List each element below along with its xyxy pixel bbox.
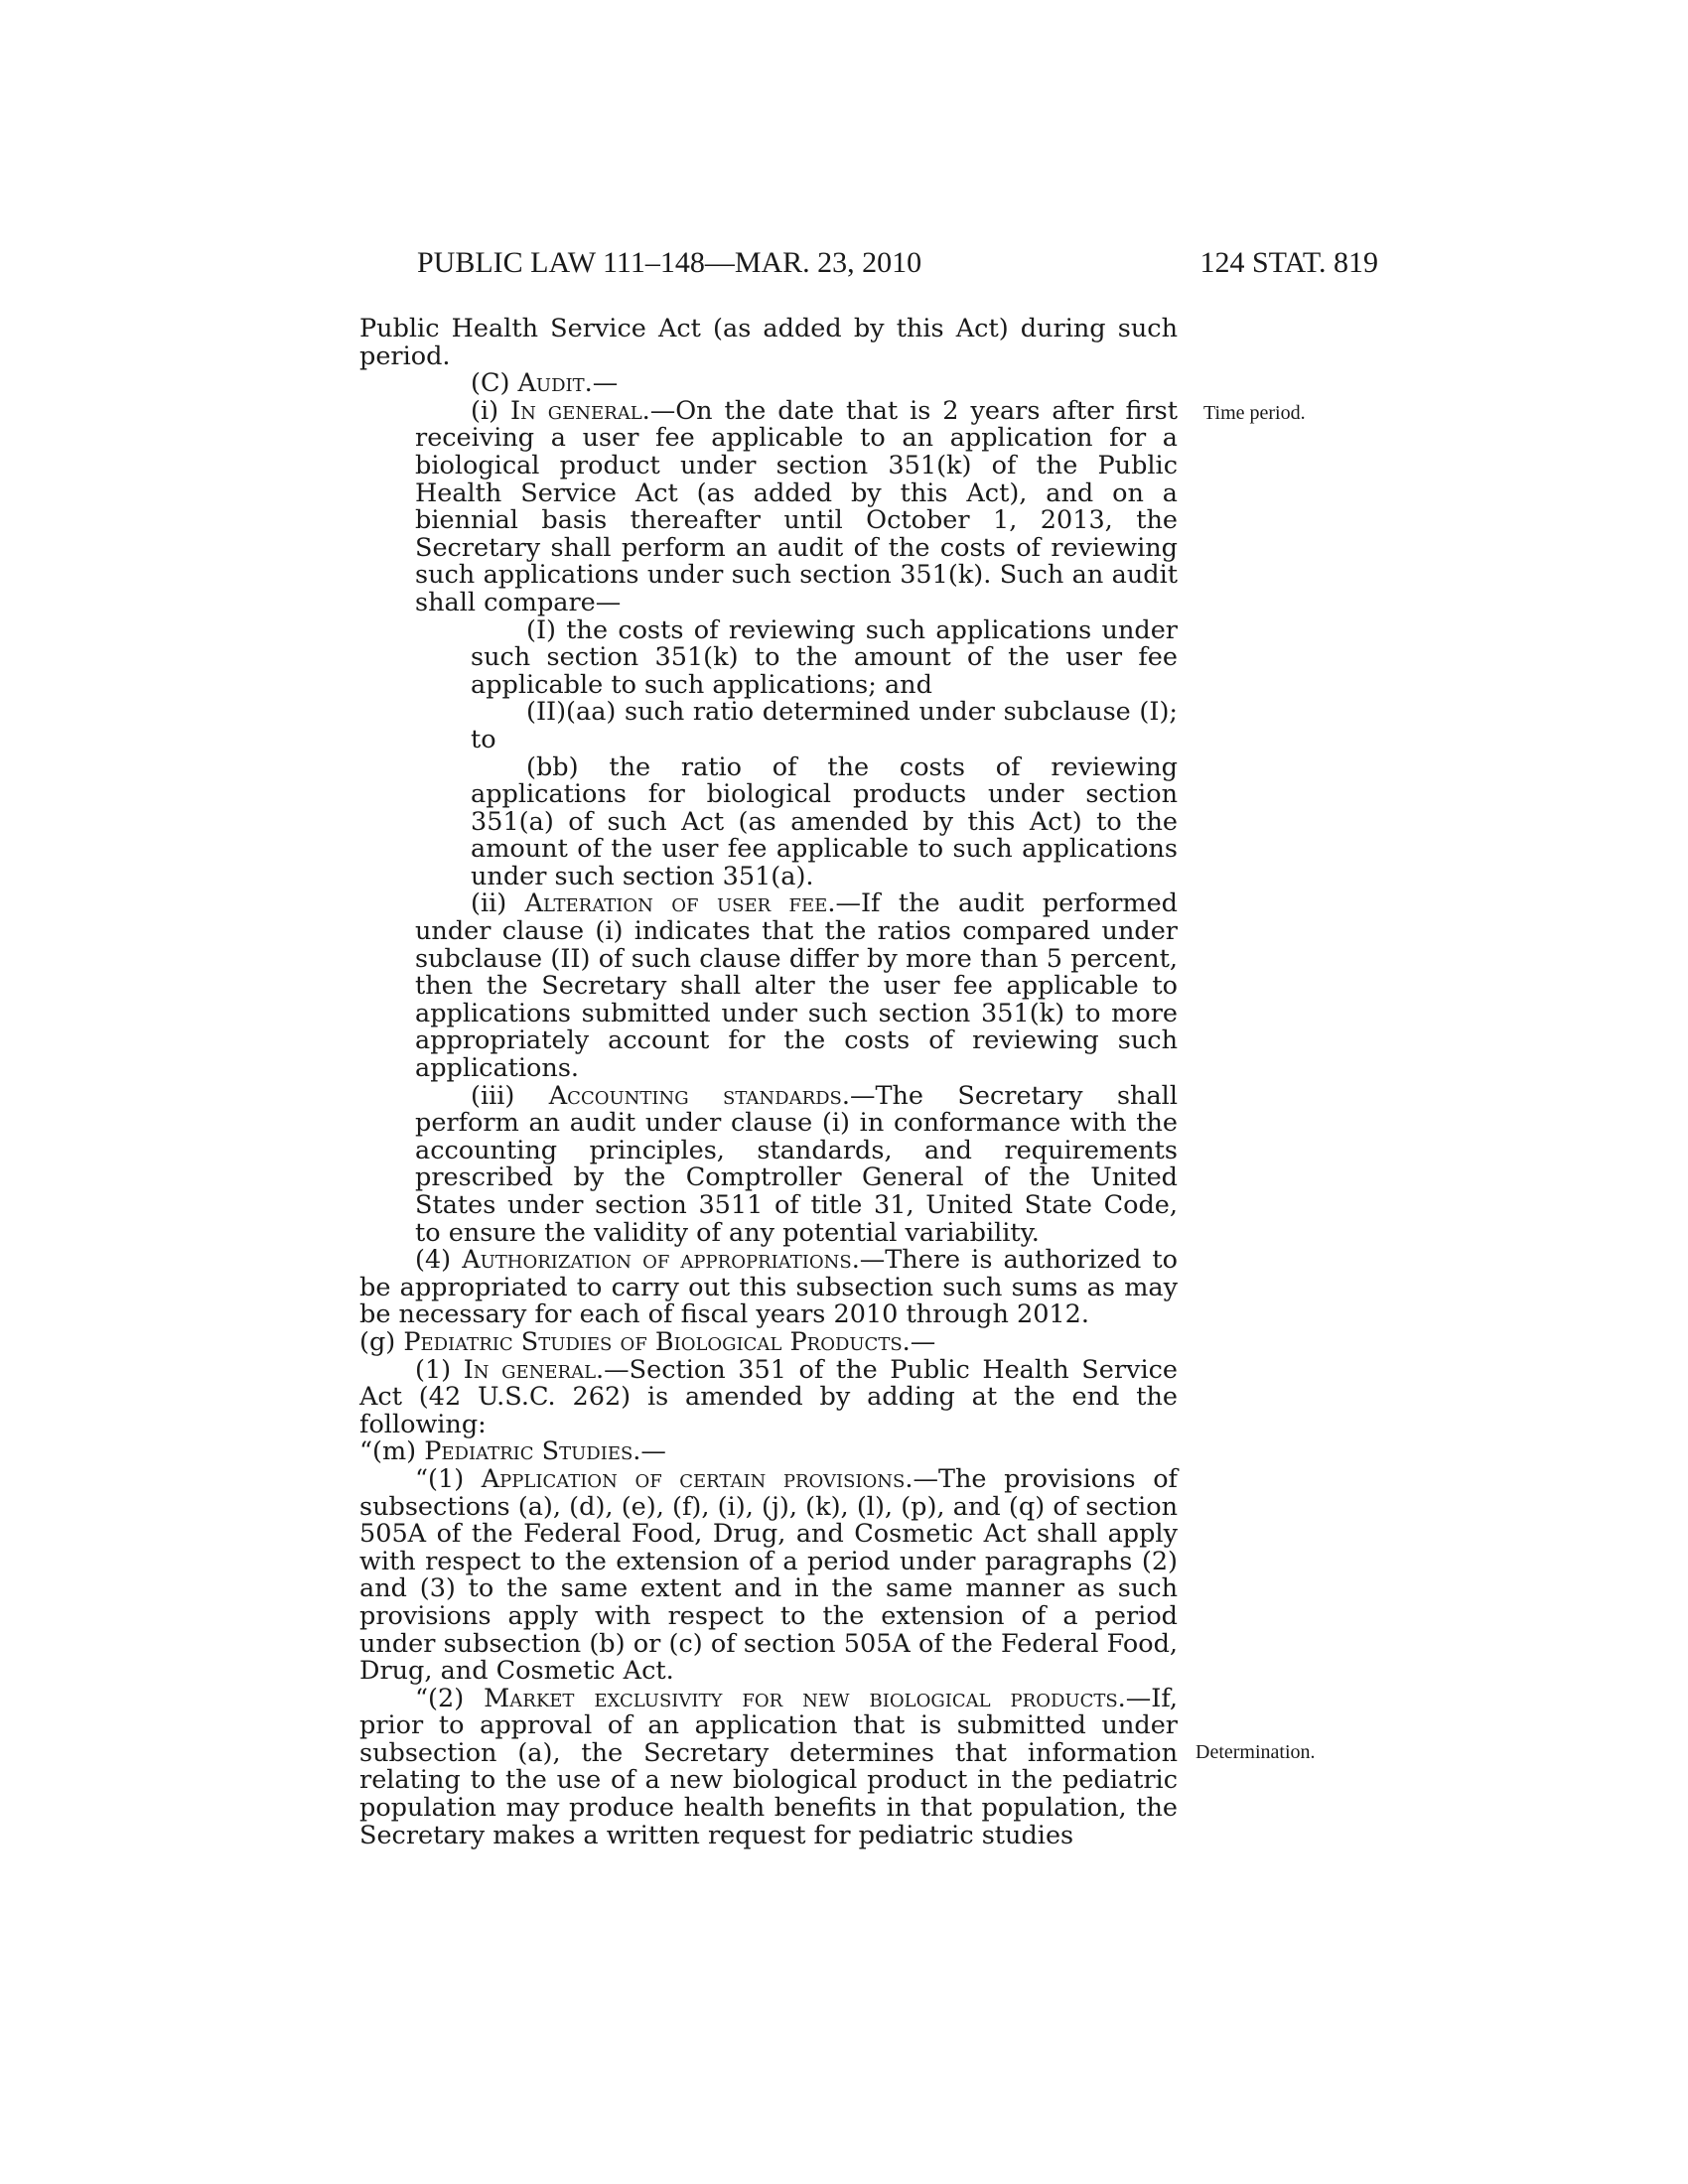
- subclause-ii-aa: (II)(aa) such ratio determined under subclause (I); to: [471, 697, 1178, 754]
- subclause-bb: (bb) the ratio of the costs of reviewing applications for biological products under section 351(a) of such Act (as amended by this Act) to the amount of the user fee applicable to such applications under such section 351(a).: [471, 751, 1178, 891]
- paragraph-ii-alteration: (ii) Alteration of user fee.—If the audit performed under clause (i) indicates that the ratios compared under subclause (II) of such clause differ by more than 5 percent, then the Secretary shall alter the user fee applicable to applications submitted under such section 351(k) to more appropriately account for the costs of reviewing such applications.: [415, 888, 1178, 1084]
- heading-in-general-2: In general.: [463, 1354, 605, 1385]
- paragraph-i-in-general: (i) In general.—On the date that is 2 years after first receiving a user fee applicable to an application for a biological product under section 351(k) of the Public Health Service Act (as added by this Act), and on a biennial basis thereafter until October 1, 2013, the Secretary shall perform an audit of the costs of reviewing such applications under such section 351(k). Such an audit shall compare—: [415, 395, 1178, 617]
- heading-accounting-standards: Accounting standards.: [548, 1080, 850, 1111]
- paragraph-iii-accounting: (iii) Accounting standards.—The Secretary shall perform an audit under clause (i) in conformance with the accounting principles, standards, and requirements prescribed by the Comptroller General of the United States under section 3511 of title 31, United State Code, to ensure the validity of any potential variability.: [415, 1080, 1178, 1248]
- running-header: [417, 246, 1378, 286]
- paragraph-1-in-general: (1) In general.—Section 351 of the Public Health Service Act (42 U.S.C. 262) is amended by adding at the end the following:: [359, 1354, 1178, 1439]
- paragraph-m2-market-exclusivity: “(2) Market exclusivity for new biological products.—If, prior to approval of an application that is submitted under subsection (a), the Secretary determines that information relating to the use of a new biological product in the pediatric population may produce health benefits in that population, the Secretary makes a written request for pediatric studies: [359, 1683, 1179, 1850]
- header-public-law: PUBLIC LAW 111–148—MAR. 23, 2010: [417, 246, 922, 279]
- section-g-pediatric-studies: (g) Pediatric Studies of Biological Products.—: [359, 1326, 936, 1357]
- heading-authorization-of-appropriations: Authorization of appropriations.: [462, 1245, 860, 1276]
- heading-pediatric-studies-biological-products: Pediatric Studies of Biological Products.: [403, 1326, 911, 1357]
- subsection-m: “(m) Pediatric Studies.—: [359, 1436, 666, 1467]
- margin-note-time-period: Time period.: [1203, 402, 1306, 424]
- heading-alteration-of-user-fee: Alteration of user fee.: [524, 888, 836, 919]
- heading-in-general: In general.: [510, 395, 650, 426]
- heading-market-exclusivity: Market exclusivity for new biological products.: [484, 1683, 1126, 1713]
- paragraph-m1-application: “(1) Application of certain provisions.—The provisions of subsections (a), (d), (e), (f), (i), (j), (k), (l), (p), and (q) of section 505A of the Federal Food, Drug, and Cosmetic Act shall apply with respect to the extension of a period under paragraphs (2) and (3) to the same extent and in the same manner as such provisions apply with respect to the extension of a period under subsection (b) or (c) of section 505A of the Federal Food, Drug, and Cosmetic Act.: [359, 1463, 1178, 1687]
- paragraph-4-authorization: (4) Authorization of appropriations.—There is authorized to be appropriated to carry out this subsection such sums as may be necessary for each of fiscal years 2010 through 2012.: [359, 1245, 1178, 1330]
- heading-application-of-certain-provisions: Application of certain provisions.: [481, 1463, 914, 1494]
- paragraph-c-audit: (C) Audit.—: [471, 368, 619, 399]
- heading-audit: Audit.: [517, 368, 593, 399]
- subclause-i: (I) the costs of reviewing such applications under such section 351(k) to the amount of the user fee applicable to such applications; and: [471, 614, 1178, 700]
- statute-text: [359, 316, 1178, 1849]
- margin-note-determination: Determination.: [1196, 1741, 1316, 1763]
- header-stat-page: 124 STAT. 819: [1199, 246, 1378, 279]
- heading-pediatric-studies: Pediatric Studies.: [424, 1436, 641, 1467]
- paragraph-continuation: Public Health Service Act (as added by this Act) during such period.: [359, 314, 1178, 371]
